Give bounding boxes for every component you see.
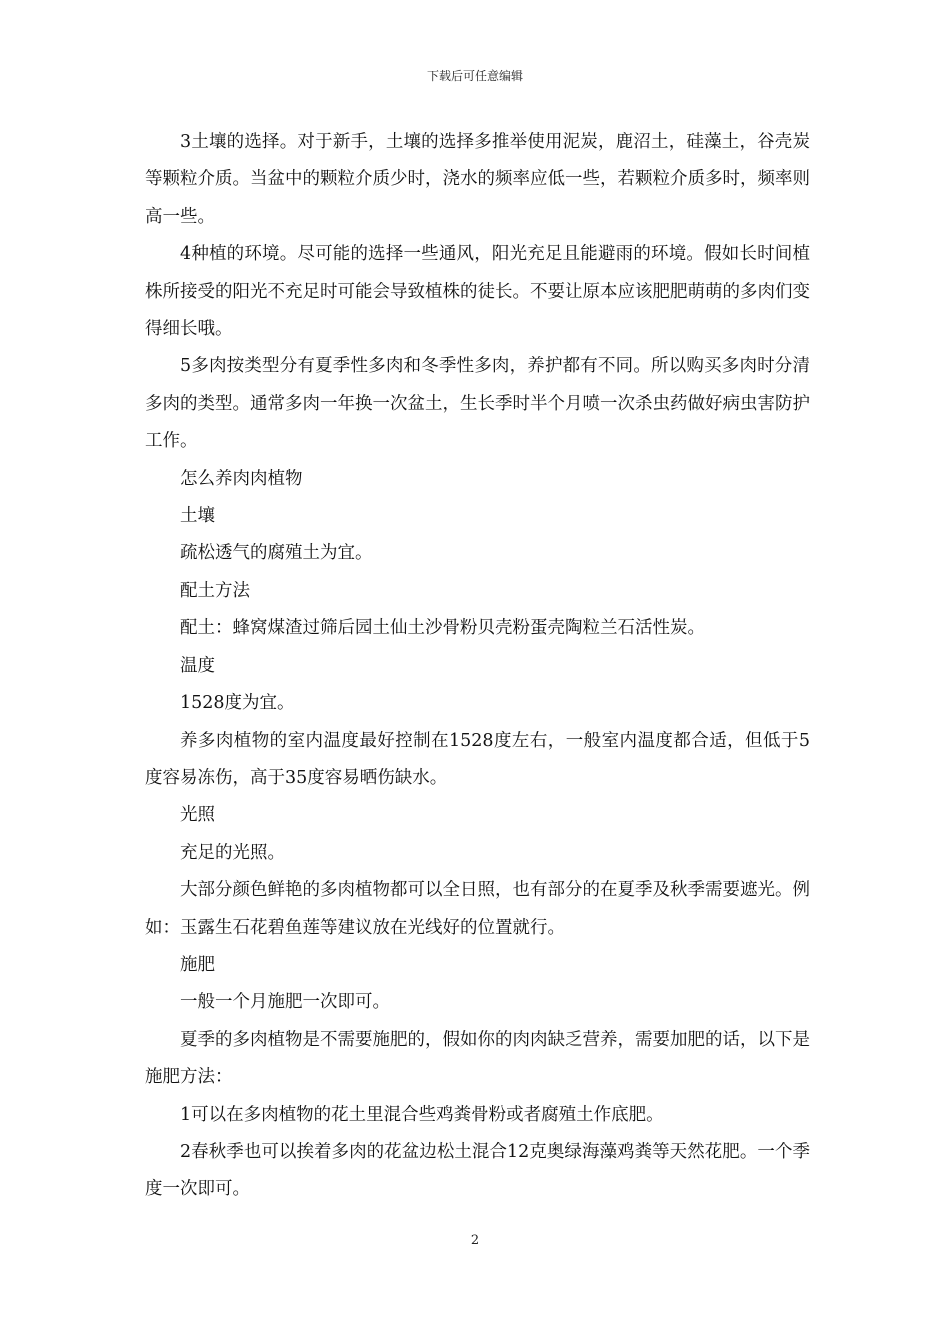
heading-light: 光照 (180, 805, 215, 826)
paragraph-temperature-range: 1528度为宜。 (180, 693, 295, 714)
paragraph-light-short: 充足的光照。 (180, 842, 285, 863)
paragraph-soil-selection: 3土壤的选择。对于新手，土壤的选择多推举使用泥炭，鹿沼土，硅藻土，谷壳炭等颗粒介质。当盆中的颗粒介质少时，浇水的频率应低一些，若颗粒介质多时，频率则高一些。 (145, 132, 810, 227)
page-header: 下载后可任意编辑 (426, 69, 523, 83)
page-number: 2 (470, 1233, 480, 1248)
paragraph-fertilizer-method-1: 1可以在多肉植物的花土里混合些鸡粪骨粉或者腐殖土作底肥。 (180, 1104, 664, 1125)
paragraph-fertilizer-summer: 夏季的多肉植物是不需要施肥的，假如你的肉肉缺乏营养，需要加肥的话，以下是施肥方法： (145, 1029, 810, 1088)
heading-fertilizer: 施肥 (180, 954, 215, 975)
paragraph-soil-type: 疏松透气的腐殖土为宜。 (180, 543, 373, 564)
paragraph-light-detail: 大部分颜色鲜艳的多肉植物都可以全日照，也有部分的在夏季及秋季需要遮光。例如：玉露生石花碧鱼莲等建议放在光线好的位置就行。 (145, 880, 810, 938)
document-body (145, 124, 810, 1209)
paragraph-fertilizer-frequency: 一般一个月施肥一次即可。 (180, 992, 390, 1013)
paragraph-soil-mix: 配土：蜂窝煤渣过筛后园土仙土沙骨粉贝壳粉蛋壳陶粒兰石活性炭。 (180, 618, 705, 639)
heading-soil-mix: 配土方法 (180, 580, 250, 601)
heading-temperature: 温度 (180, 655, 215, 676)
paragraph-succulent-types: 5多肉按类型分有夏季性多肉和冬季性多肉，养护都有不同。所以购买多肉时分清多肉的类型。通常多肉一年换一次盆土，生长季时半个月喷一次杀虫药做好病虫害防护工作。 (145, 356, 810, 452)
paragraph-temperature-detail: 养多肉植物的室内温度最好控制在1528度左右，一般室内温度都合适，但低于5度容易冻伤，高于35度容易晒伤缺水。 (145, 730, 810, 788)
heading-soil: 土壤 (180, 506, 215, 527)
heading-how-to-grow: 怎么养肉肉植物 (180, 468, 303, 489)
paragraph-environment: 4种植的环境。尽可能的选择一些通风，阳光充足且能避雨的环境。假如长时间植株所接受的阳光不充足时可能会导致植株的徒长。不要让原本应该肥肥萌萌的多肉们变得细长哦。 (145, 244, 810, 340)
paragraph-fertilizer-method-2: 2春秋季也可以挨着多肉的花盆边松土混合12克奥绿海藻鸡粪等天然花肥。一个季度一次即可。 (145, 1141, 810, 1200)
